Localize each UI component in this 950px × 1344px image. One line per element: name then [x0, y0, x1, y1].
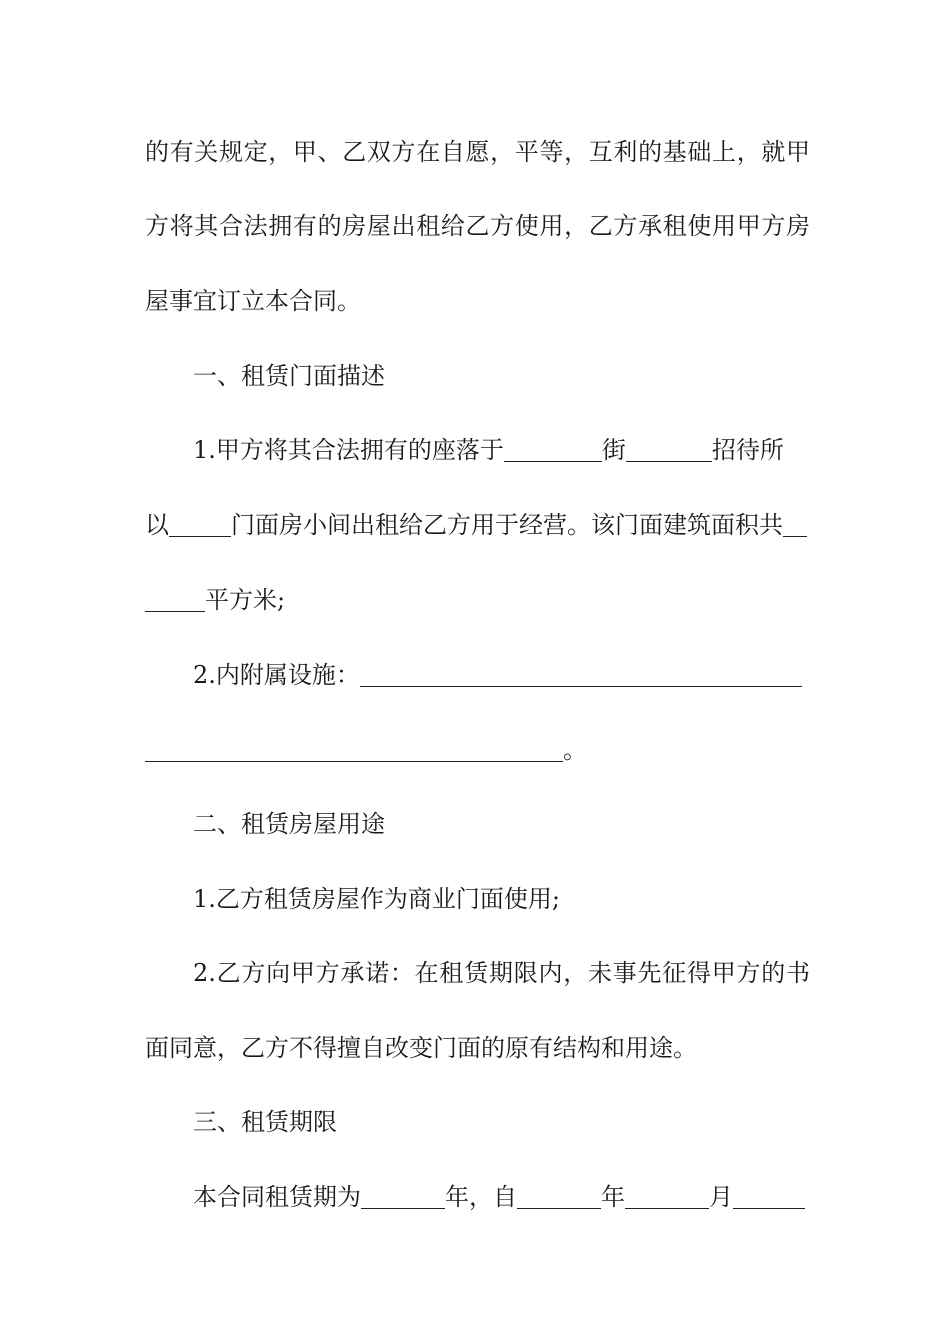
paragraph-line: 方将其合法拥有的房屋出租给乙方使用，乙方承租使用甲方房 [145, 212, 810, 240]
item-1-1-line-3 [145, 583, 810, 617]
paragraph-line: 屋事宜订立本合同。 [145, 287, 361, 315]
text-fragment: 月 [709, 1183, 733, 1211]
item-2-1: 1.乙方租赁房屋作为商业门面使用; [193, 885, 560, 913]
fill-blank[interactable] [626, 437, 712, 462]
text-fragment: 以 [145, 511, 169, 539]
item-2-2-line-1: 2.乙方向甲方承诺：在租赁期限内，未事先征得甲方的书 [193, 959, 810, 987]
text-fragment: 年 [601, 1183, 625, 1211]
fill-blank[interactable] [145, 737, 563, 762]
fill-blank[interactable] [783, 512, 807, 537]
fill-blank[interactable] [625, 1184, 709, 1209]
fill-blank[interactable] [360, 662, 802, 687]
text-fragment: 1.甲方将其合法拥有的座落于 [193, 436, 504, 464]
item-2-2-line-2: 面同意，乙方不得擅自改变门面的原有结构和用途。 [145, 1034, 697, 1062]
text-fragment: 年，自 [445, 1183, 517, 1211]
fill-blank[interactable] [517, 1184, 601, 1209]
paragraph-line: 的有关规定，甲、乙双方在自愿，平等，互利的基础上，就甲 [145, 138, 810, 166]
fill-blank[interactable] [169, 512, 231, 537]
text-fragment: 门面房小间出租给乙方用于经营。该门面建筑面积共 [231, 511, 783, 539]
fill-blank[interactable] [145, 587, 205, 612]
fill-blank[interactable] [361, 1184, 445, 1209]
item-1-1-line-2 [145, 508, 810, 542]
text-fragment: 本合同租赁期为 [193, 1183, 361, 1211]
section-heading-2: 二、租赁房屋用途 [193, 810, 385, 838]
fill-blank[interactable] [504, 437, 602, 462]
text-fragment: 2.内附属设施： [193, 661, 360, 689]
term-line [193, 1180, 810, 1214]
item-1-1-line-1 [193, 433, 810, 467]
fill-blank[interactable] [733, 1184, 805, 1209]
section-heading-3: 三、租赁期限 [193, 1108, 337, 1136]
text-fragment: 街 [601, 436, 626, 464]
text-fragment: 招待所 [711, 436, 784, 464]
item-1-2-line-2 [145, 733, 810, 767]
item-1-2-line-1 [193, 658, 810, 692]
text-fragment: 。 [563, 736, 587, 764]
text-fragment: 平方米; [205, 586, 286, 614]
section-heading-1: 一、租赁门面描述 [193, 362, 385, 390]
